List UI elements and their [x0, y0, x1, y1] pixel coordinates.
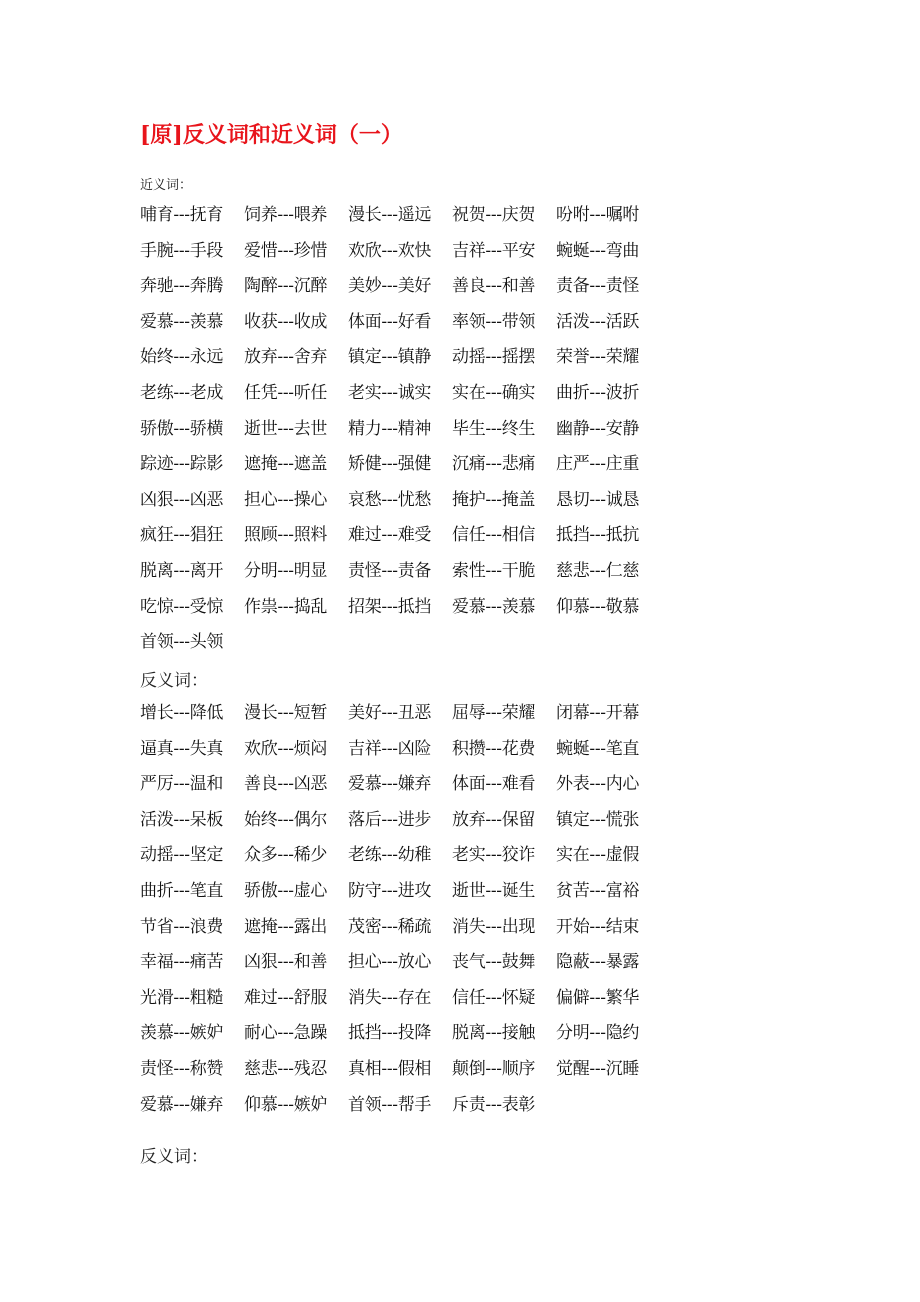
word-pair: 严厉---温和 [140, 774, 224, 795]
word-pair: 始终---偶尔 [244, 809, 328, 830]
word-pair: 逝世---诞生 [452, 880, 536, 901]
word-pair: 始终---永远 [140, 347, 224, 368]
word-pair: 斥责---表彰 [452, 1094, 536, 1115]
word-pair: 吉祥---平安 [452, 240, 536, 261]
word-pair: 抵挡---投降 [348, 1023, 432, 1044]
word-pair: 慈悲---残忍 [244, 1058, 328, 1079]
word-pair: 脱离---离开 [140, 560, 224, 581]
word-pair: 奔驰---奔腾 [140, 276, 224, 297]
word-pair: 蜿蜒---笔直 [556, 738, 640, 759]
word-pair: 众多---稀少 [244, 845, 328, 866]
word-pair: 闭幕---开幕 [556, 703, 640, 723]
word-pair: 首领---帮手 [348, 1094, 432, 1115]
word-pair: 难过---舒服 [244, 987, 328, 1008]
word-pair: 活泼---活跃 [556, 311, 640, 332]
word-pair: 光滑---粗糙 [140, 987, 224, 1008]
word-pair: 丧气---鼓舞 [452, 952, 536, 973]
word-pair: 照顾---照料 [244, 525, 328, 546]
word-pair: 贫苦---富裕 [556, 880, 640, 901]
word-pair: 陶醉---沉醉 [244, 276, 328, 297]
word-pair: 遮掩---遮盖 [244, 454, 328, 475]
word-pair: 觉醒---沉睡 [556, 1058, 640, 1079]
word-pair: 耐心---急躁 [244, 1023, 328, 1044]
synonyms-list [140, 198, 660, 661]
word-pair: 蜿蜒---弯曲 [556, 240, 640, 261]
word-pair: 美妙---美好 [348, 276, 432, 297]
word-pair: 庄严---庄重 [556, 454, 640, 475]
word-pair: 幸福---痛苦 [140, 952, 224, 973]
word-pair: 偏僻---繁华 [556, 987, 640, 1008]
word-pair: 慈悲---仁慈 [556, 560, 640, 581]
word-pair: 索性---干脆 [452, 560, 536, 581]
word-pair: 颠倒---顺序 [452, 1058, 536, 1079]
word-pair: 疯狂---猖狂 [140, 525, 224, 546]
word-pair: 责怪---称赞 [140, 1058, 224, 1079]
word-pair: 活泼---呆板 [140, 809, 224, 830]
word-pair: 逼真---失真 [140, 738, 224, 759]
word-pair: 遮掩---露出 [244, 916, 328, 937]
word-pair: 节省---浪费 [140, 916, 224, 937]
word-pair: 外表---内心 [556, 774, 640, 795]
word-pair: 责备---责怪 [556, 276, 640, 297]
word-pair: 爱慕---嫌弃 [348, 774, 432, 795]
word-pair: 吃惊---受惊 [140, 596, 224, 617]
word-pair: 精力---精神 [348, 418, 432, 439]
word-pair: 踪迹---踪影 [140, 454, 224, 475]
word-pair: 招架---抵挡 [348, 596, 432, 617]
word-pair: 骄傲---虚心 [244, 880, 328, 901]
word-pair: 吉祥---凶险 [348, 738, 432, 759]
word-pair: 凶狠---和善 [244, 952, 328, 973]
word-pair: 收获---收成 [244, 311, 328, 332]
word-pair: 凶狠---凶恶 [140, 489, 224, 510]
word-pair: 任凭---听任 [244, 382, 328, 403]
word-pair: 爱慕---嫌弃 [140, 1094, 224, 1115]
word-pair: 难过---难受 [348, 525, 432, 546]
word-pair: 善良---和善 [452, 276, 536, 297]
word-pair: 信任---相信 [452, 525, 536, 546]
word-pair: 分明---隐约 [556, 1023, 640, 1044]
word-pair: 老实---诚实 [348, 382, 432, 403]
word-pair: 分明---明显 [244, 560, 328, 581]
word-pair: 漫长---遥远 [348, 205, 432, 225]
word-pair: 抵挡---抵抗 [556, 525, 640, 546]
word-pair: 爱慕---羡慕 [452, 596, 536, 617]
word-pair: 骄傲---骄横 [140, 418, 224, 439]
word-pair: 防守---进攻 [348, 880, 432, 901]
word-pair: 担心---放心 [348, 952, 432, 973]
antonyms-list [140, 696, 660, 1123]
word-pair: 老实---狡诈 [452, 845, 536, 866]
word-pair: 沉痛---悲痛 [452, 454, 536, 475]
word-pair: 漫长---短暂 [244, 703, 328, 723]
word-pair: 实在---虚假 [556, 845, 640, 866]
word-pair: 吩咐---嘱咐 [556, 205, 640, 225]
word-pair: 欢欣---欢快 [348, 240, 432, 261]
word-pair: 担心---操心 [244, 489, 328, 510]
word-pair: 祝贺---庆贺 [452, 205, 536, 225]
word-pair: 真相---假相 [348, 1058, 432, 1079]
word-pair: 信任---怀疑 [452, 987, 536, 1008]
word-pair: 哺育---抚育 [140, 205, 224, 225]
word-pair: 曲折---笔直 [140, 880, 224, 901]
synonyms-label: 近义词： [140, 178, 193, 193]
word-pair: 逝世---去世 [244, 418, 328, 439]
word-pair: 动摇---坚定 [140, 845, 224, 866]
word-pair: 脱离---接触 [452, 1023, 536, 1044]
word-pair: 仰慕---嫉妒 [244, 1094, 328, 1115]
page-title: [原]反义词和近义词（一） [140, 122, 403, 148]
word-pair: 曲折---波折 [556, 382, 640, 403]
word-pair: 隐蔽---暴露 [556, 952, 640, 973]
word-pair: 荣誉---荣耀 [556, 347, 640, 368]
word-pair: 善良---凶恶 [244, 774, 328, 795]
word-pair: 责怪---责备 [348, 560, 432, 581]
word-pair: 仰慕---敬慕 [556, 596, 640, 617]
word-pair: 恳切---诚恳 [556, 489, 640, 510]
word-pair: 增长---降低 [140, 703, 224, 723]
word-pair: 屈辱---荣耀 [452, 703, 536, 723]
word-pair: 积攒---花费 [452, 738, 536, 759]
word-pair: 美好---丑恶 [348, 703, 432, 723]
antonyms-label-2: 反义词： [140, 1147, 208, 1167]
word-pair: 欢欣---烦闷 [244, 738, 328, 759]
word-pair: 率领---带领 [452, 311, 536, 332]
word-pair: 老练---老成 [140, 382, 224, 403]
word-pair: 放弃---保留 [452, 809, 536, 830]
word-pair: 毕生---终生 [452, 418, 536, 439]
word-pair: 实在---确实 [452, 382, 536, 403]
word-pair: 茂密---稀疏 [348, 916, 432, 937]
word-pair: 羡慕---嫉妒 [140, 1023, 224, 1044]
word-pair: 镇定---镇静 [348, 347, 432, 368]
word-pair: 作祟---捣乱 [244, 596, 328, 617]
word-pair: 哀愁---忧愁 [348, 489, 432, 510]
antonyms-label: 反义词： [140, 671, 208, 691]
word-pair: 爱慕---羡慕 [140, 311, 224, 332]
word-pair: 首领---头领 [140, 632, 224, 653]
word-pair: 掩护---掩盖 [452, 489, 536, 510]
word-pair: 镇定---慌张 [556, 809, 640, 830]
word-pair: 体面---难看 [452, 774, 536, 795]
word-pair: 体面---好看 [348, 311, 432, 332]
word-pair: 消失---存在 [348, 987, 432, 1008]
word-pair: 矫健---强健 [348, 454, 432, 475]
word-pair: 消失---出现 [452, 916, 536, 937]
word-pair: 幽静---安静 [556, 418, 640, 439]
word-pair: 动摇---摇摆 [452, 347, 536, 368]
word-pair: 放弃---舍弃 [244, 347, 328, 368]
word-pair: 手腕---手段 [140, 240, 224, 261]
word-pair: 老练---幼稚 [348, 845, 432, 866]
word-pair: 开始---结束 [556, 916, 640, 937]
word-pair: 爱惜---珍惜 [244, 240, 328, 261]
word-pair: 饲养---喂养 [244, 205, 328, 225]
word-pair: 落后---进步 [348, 809, 432, 830]
